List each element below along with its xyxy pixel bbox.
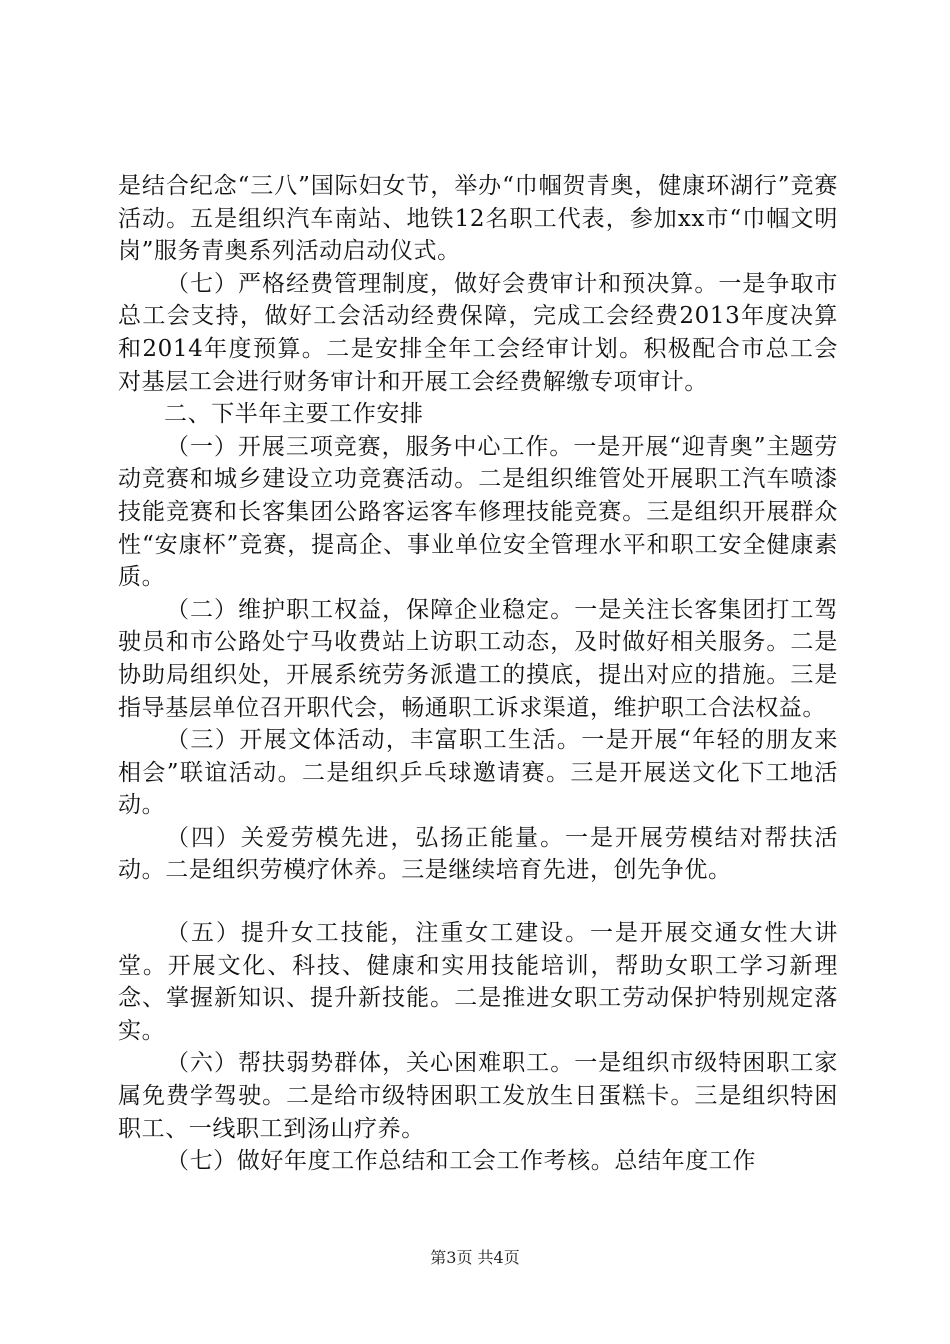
- page-number-footer: 第3页 共4页: [430, 1248, 520, 1267]
- paragraph-budget-audit: （七）严格经费管理制度，做好会费审计和预决算。一是争取市总工会支持，做好工会活动经费保障，完成工会经费2013年度决算和2014年度预算。二是安排全年工会经审计划。积极配合市总工会对基层工会进行财务审计和开展工会经费解缴专项审计。: [118, 270, 838, 395]
- paragraph-model-workers: （四）关爱劳模先进，弘扬正能量。一是开展劳模结对帮扶活动。二是组织劳模疗休养。三是继续培育先进，创先争优。: [118, 824, 838, 884]
- paragraph-culture-sports: （三）开展文体活动，丰富职工生活。一是开展“年轻的朋友来相会”联谊活动。二是组织乒乓球邀请赛。三是开展送文化下工地活动。: [118, 727, 838, 819]
- document-body: [118, 170, 838, 1178]
- paragraph-gap: [118, 887, 838, 917]
- paragraph-competitions: （一）开展三项竞赛，服务中心工作。一是开展“迎青奥”主题劳动竞赛和城乡建设立功竞赛活动。二是组织维管处开展职工汽车喷漆技能竞赛和长客集团公路客运客车修理技能竞赛。三是组织开展群众性“安康杯”竞赛，提高企、事业单位安全管理水平和职工安全健康素质。: [118, 433, 838, 591]
- paragraph-female-workers: （五）提升女工技能，注重女工建设。一是开展交通女性大讲堂。开展文化、科技、健康和实用技能培训，帮助女职工学习新理念、掌握新知识、提升新技能。二是推进女职工劳动保护特别规定落实。: [118, 920, 838, 1044]
- paragraph-support-groups: （六）帮扶弱势群体，关心困难职工。一是组织市级特困职工家属免费学驾驶。二是给市级特困职工发放生日蛋糕卡。三是组织特困职工、一线职工到汤山疗养。: [118, 1050, 838, 1142]
- paragraph-annual-summary: （七）做好年度工作总结和工会工作考核。总结年度工作: [166, 1148, 756, 1175]
- section-heading: 二、下半年主要工作安排: [164, 401, 424, 428]
- paragraph-worker-rights: （二）维护职工权益，保障企业稳定。一是关注长客集团打工驾驶员和市公路处宁马收费站上访职工动态，及时做好相关服务。二是协助局组织处，开展系统劳务派遣工的摸底，提出对应的措施。三是指导基层单位召开职代会，畅通职工诉求渠道，维护职工合法权益。: [118, 596, 838, 721]
- paragraph-continuation: 是结合纪念“三八”国际妇女节，举办“巾帼贺青奥，健康环湖行”竞赛活动。五是组织汽车南站、地铁12名职工代表，参加xx市“巾帼文明岗”服务青奥系列活动启动仪式。: [118, 173, 838, 265]
